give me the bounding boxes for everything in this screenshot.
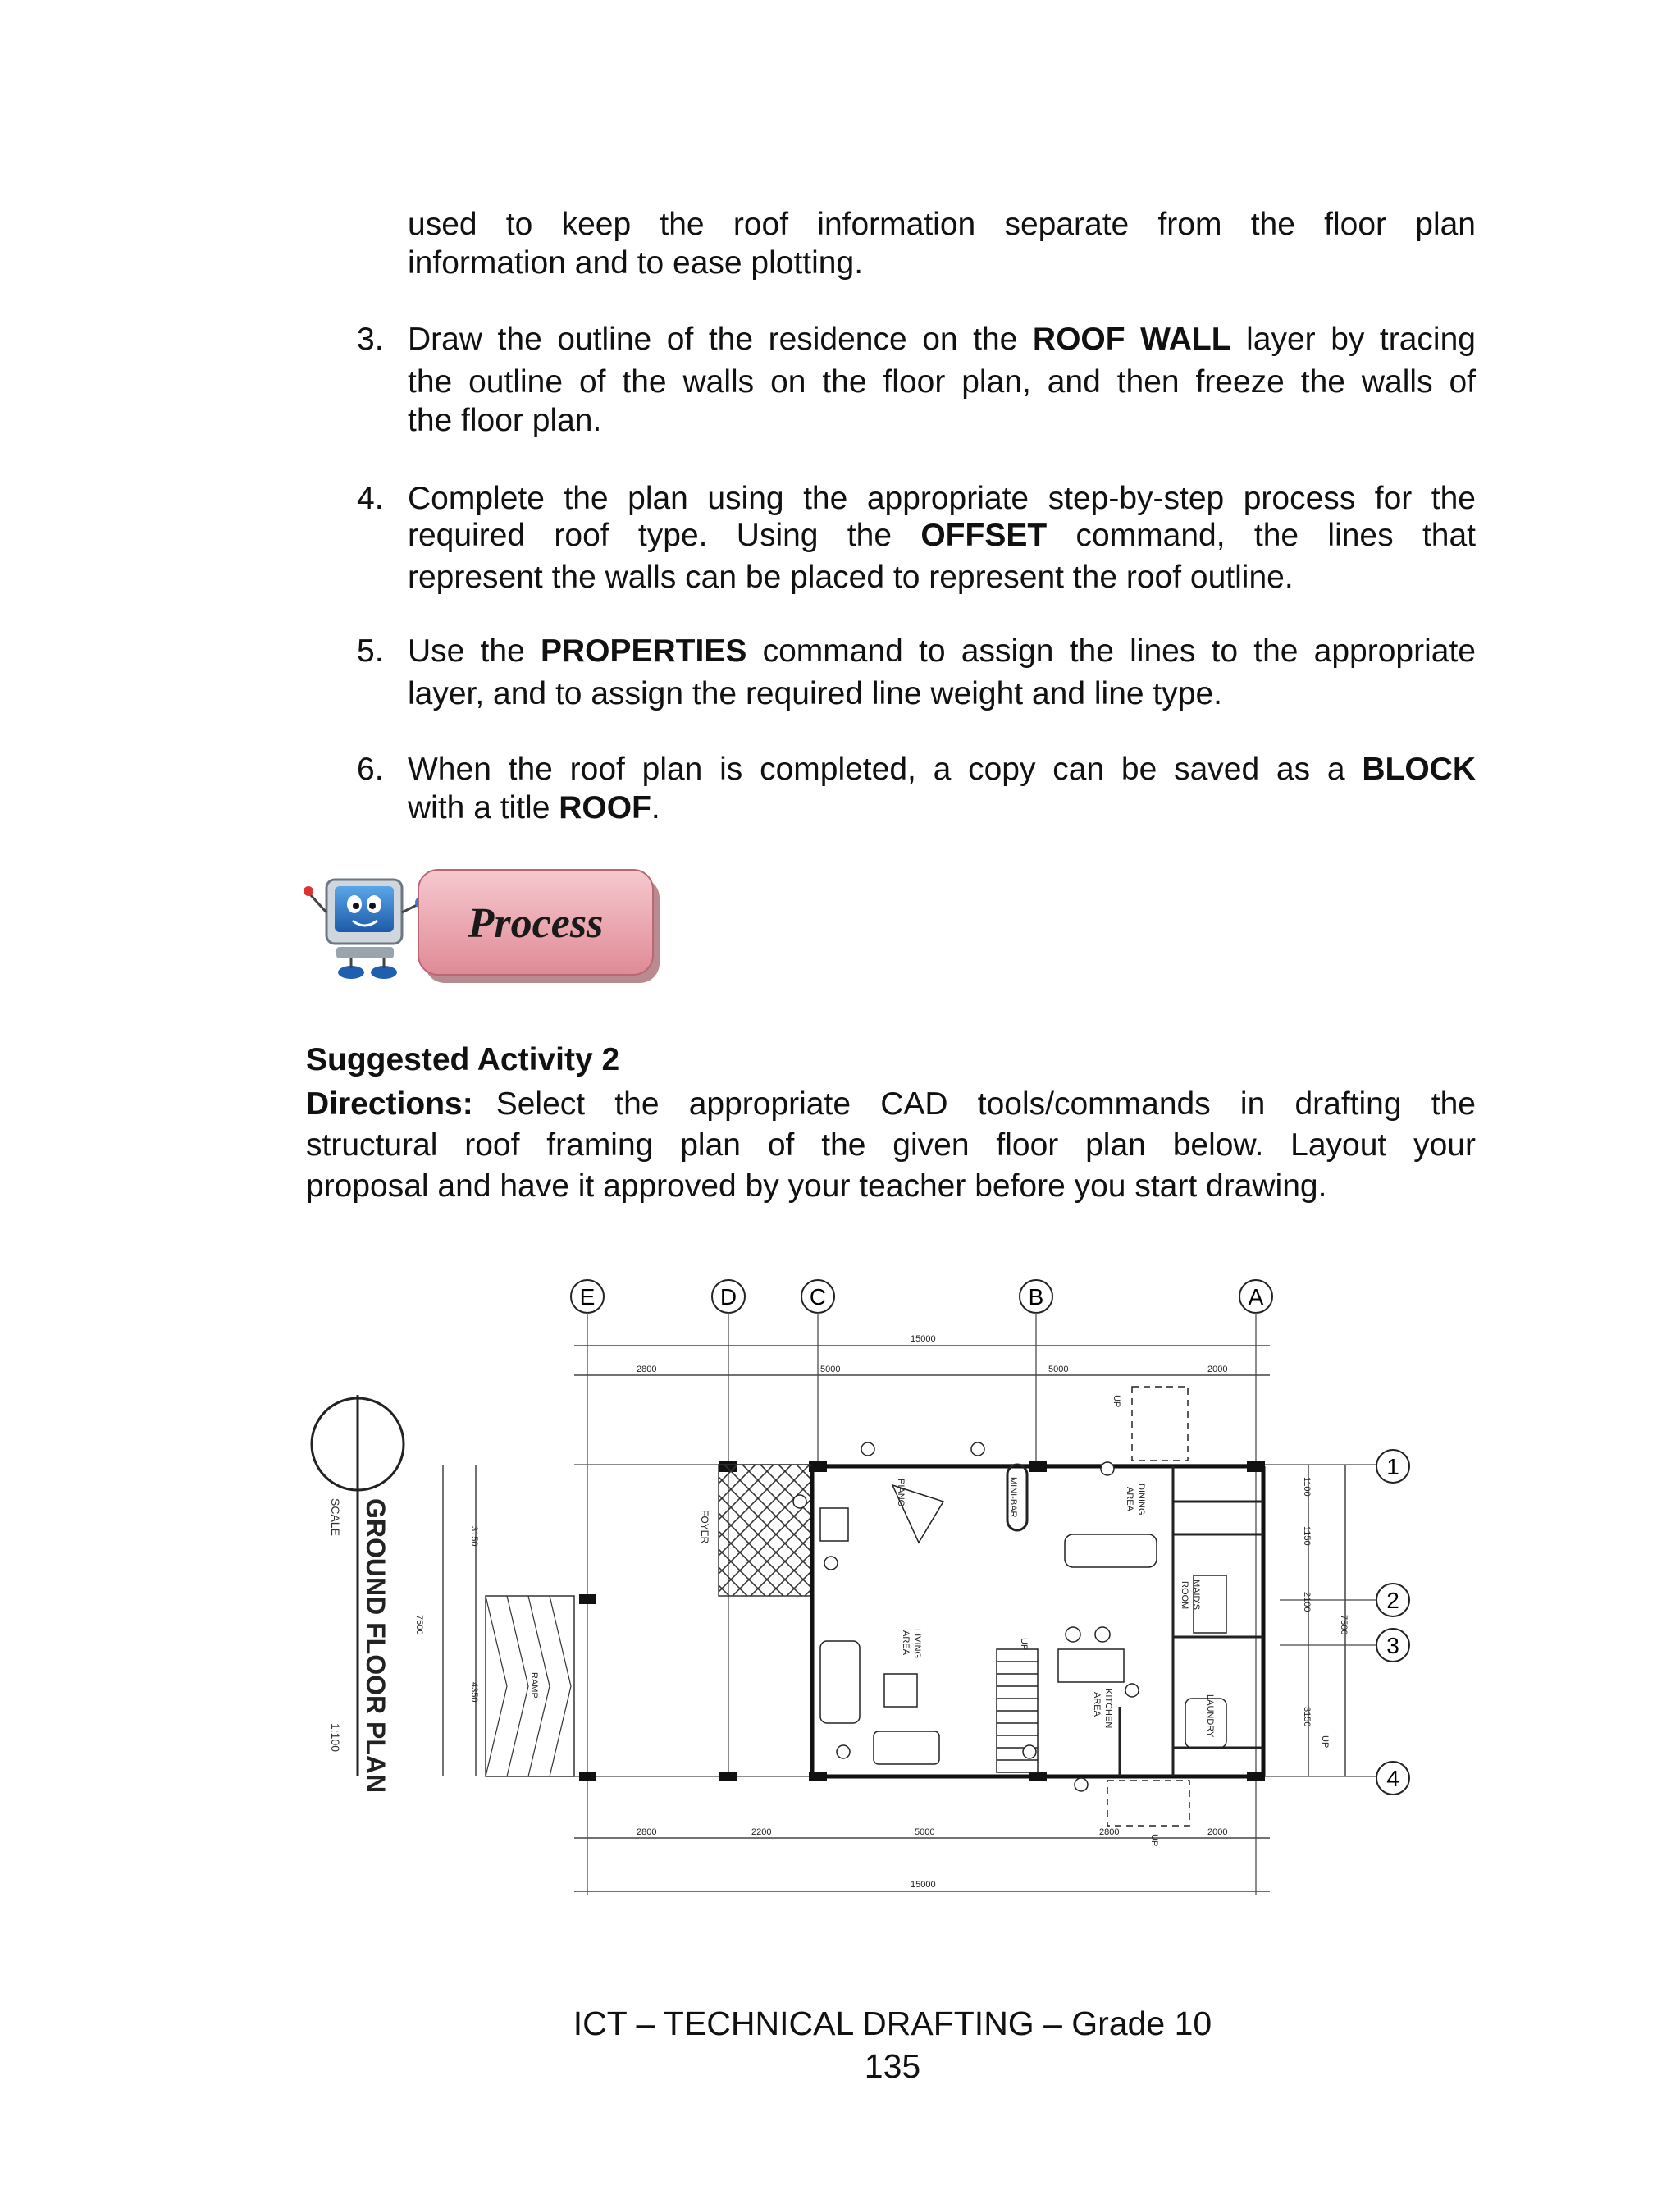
light-fixture-icons	[793, 1442, 1139, 1791]
grid-bubble-A	[1239, 1280, 1272, 1313]
svg-text:4: 4	[1386, 1766, 1399, 1791]
svg-text:1:100: 1:100	[329, 1723, 342, 1753]
continuation-line-2: information and to ease plotting.	[408, 245, 864, 281]
svg-text:AREA: AREA	[1092, 1692, 1102, 1717]
process-banner	[304, 862, 664, 993]
svg-text:AREA: AREA	[901, 1630, 911, 1655]
grid-bubble-E	[571, 1280, 604, 1313]
svg-text:DINING: DINING	[1136, 1484, 1146, 1516]
step-number: 5.	[357, 633, 384, 669]
step-number: 3.	[357, 322, 384, 357]
svg-text:2800: 2800	[637, 1827, 657, 1837]
computer-mascot-icon	[304, 880, 427, 979]
svg-text:2100: 2100	[1302, 1592, 1312, 1612]
grid-bubble-D	[712, 1280, 745, 1313]
step-6-line-1: When the roof plan is completed, a copy can be saved as a BLOCK	[408, 752, 1476, 787]
svg-text:2200: 2200	[751, 1827, 772, 1837]
directions-line-2: structural roof framing plan of the given floor plan below. Layout your	[306, 1127, 1476, 1163]
grid-bubble-4	[1376, 1762, 1409, 1795]
svg-text:RAMP: RAMP	[529, 1672, 539, 1699]
step-5-line-1: Use the PROPERTIES command to assign the lines to the appropriate	[408, 633, 1476, 669]
svg-text:PIANO: PIANO	[896, 1479, 906, 1507]
page-number: 135	[864, 2047, 921, 2085]
step-3-line-2: the outline of the walls on the floor plan, and then freeze the walls of	[408, 364, 1476, 400]
step-3-line-1: Draw the outline of the residence on the ROOF WALL layer by tracing	[408, 322, 1476, 357]
svg-text:1: 1	[1386, 1454, 1399, 1479]
step-number: 6.	[357, 752, 384, 787]
svg-text:5000: 5000	[1048, 1365, 1069, 1374]
svg-text:7500: 7500	[1339, 1615, 1349, 1635]
grid-bubble-B	[1020, 1280, 1052, 1313]
svg-text:3150: 3150	[469, 1526, 479, 1547]
svg-text:C: C	[809, 1284, 827, 1310]
svg-text:3150: 3150	[1302, 1707, 1312, 1727]
svg-text:15000: 15000	[911, 1880, 936, 1890]
svg-text:MAID'S: MAID'S	[1191, 1580, 1201, 1610]
svg-text:B: B	[1028, 1284, 1044, 1310]
process-label: Process	[468, 900, 604, 947]
step-3-line-3: the floor plan.	[408, 403, 602, 438]
svg-text:1150: 1150	[1302, 1526, 1312, 1546]
activity-title: Suggested Activity 2	[306, 1042, 620, 1077]
grid-lines	[574, 1313, 1395, 1895]
svg-text:D: D	[719, 1284, 737, 1310]
directions-label: Directions:	[306, 1086, 473, 1122]
svg-text:3: 3	[1386, 1633, 1399, 1658]
svg-text:2000: 2000	[1208, 1827, 1228, 1837]
columns	[579, 1461, 1265, 1781]
grid-bubble-3	[1376, 1629, 1409, 1662]
svg-text:GROUND FLOOR PLAN: GROUND FLOOR PLAN	[361, 1498, 390, 1794]
svg-text:KITCHEN: KITCHEN	[1103, 1689, 1113, 1729]
svg-text:MINI-BAR: MINI-BAR	[1008, 1477, 1018, 1518]
directions-line-1: Directions: Select the appropriate CAD tools/commands in drafting the	[306, 1086, 1476, 1122]
svg-text:2800: 2800	[1099, 1827, 1120, 1837]
svg-text:A: A	[1248, 1284, 1264, 1310]
svg-text:15000: 15000	[911, 1334, 936, 1344]
svg-text:SCALE: SCALE	[329, 1498, 342, 1536]
foyer-hatch	[719, 1465, 810, 1596]
ground-floor-plan-drawing	[304, 1272, 1452, 1912]
svg-text:UP: UP	[1149, 1834, 1159, 1847]
svg-text:5000: 5000	[820, 1365, 841, 1374]
svg-text:2800: 2800	[637, 1365, 657, 1374]
step-4-line-2: required roof type. Using the OFFSET command, the lines that	[408, 518, 1476, 553]
svg-text:ROOM: ROOM	[1180, 1581, 1189, 1610]
svg-text:UP: UP	[1320, 1735, 1330, 1749]
plan-title-block	[312, 1395, 404, 1793]
grid-bubble-C	[801, 1280, 834, 1313]
svg-text:UP: UP	[1112, 1395, 1121, 1408]
foyer-label: FOYER	[699, 1510, 710, 1544]
interior-walls	[1007, 1465, 1263, 1776]
svg-text:LIVING: LIVING	[912, 1629, 922, 1659]
dimension-lines	[443, 1346, 1345, 1891]
directions-line-3: proposal and have it approved by your teacher before you start drawing.	[306, 1168, 1327, 1204]
svg-text:4350: 4350	[469, 1682, 479, 1703]
grid-bubble-2	[1376, 1584, 1409, 1616]
svg-text:AREA: AREA	[1125, 1487, 1134, 1511]
svg-text:E: E	[579, 1284, 596, 1310]
footer-course-title: ICT – TECHNICAL DRAFTING – Grade 10	[573, 2005, 1212, 2042]
grid-letter-bubbles	[571, 1280, 1272, 1313]
step-4-line-3: represent the walls can be placed to represent the roof outline.	[408, 560, 1294, 595]
svg-text:2000: 2000	[1208, 1365, 1228, 1374]
grid-bubble-1	[1376, 1450, 1409, 1483]
svg-text:2: 2	[1386, 1588, 1399, 1613]
step-5-line-2: layer, and to assign the required line weight and line type.	[408, 676, 1222, 711]
svg-text:UP: UP	[1019, 1638, 1029, 1651]
ramp-area	[486, 1596, 574, 1776]
svg-text:7500: 7500	[414, 1615, 424, 1635]
svg-text:1100: 1100	[1302, 1477, 1312, 1497]
svg-text:LAUNDRY: LAUNDRY	[1205, 1694, 1215, 1738]
continuation-line-1: used to keep the roof information separate from the floor plan	[408, 207, 1476, 242]
grid-number-bubbles	[1376, 1450, 1409, 1795]
step-4-line-1: Complete the plan using the appropriate step-by-step process for the	[408, 481, 1476, 516]
svg-text:5000: 5000	[915, 1827, 935, 1837]
step-6-line-2: with a title ROOF.	[408, 790, 660, 825]
step-number: 4.	[357, 481, 384, 516]
